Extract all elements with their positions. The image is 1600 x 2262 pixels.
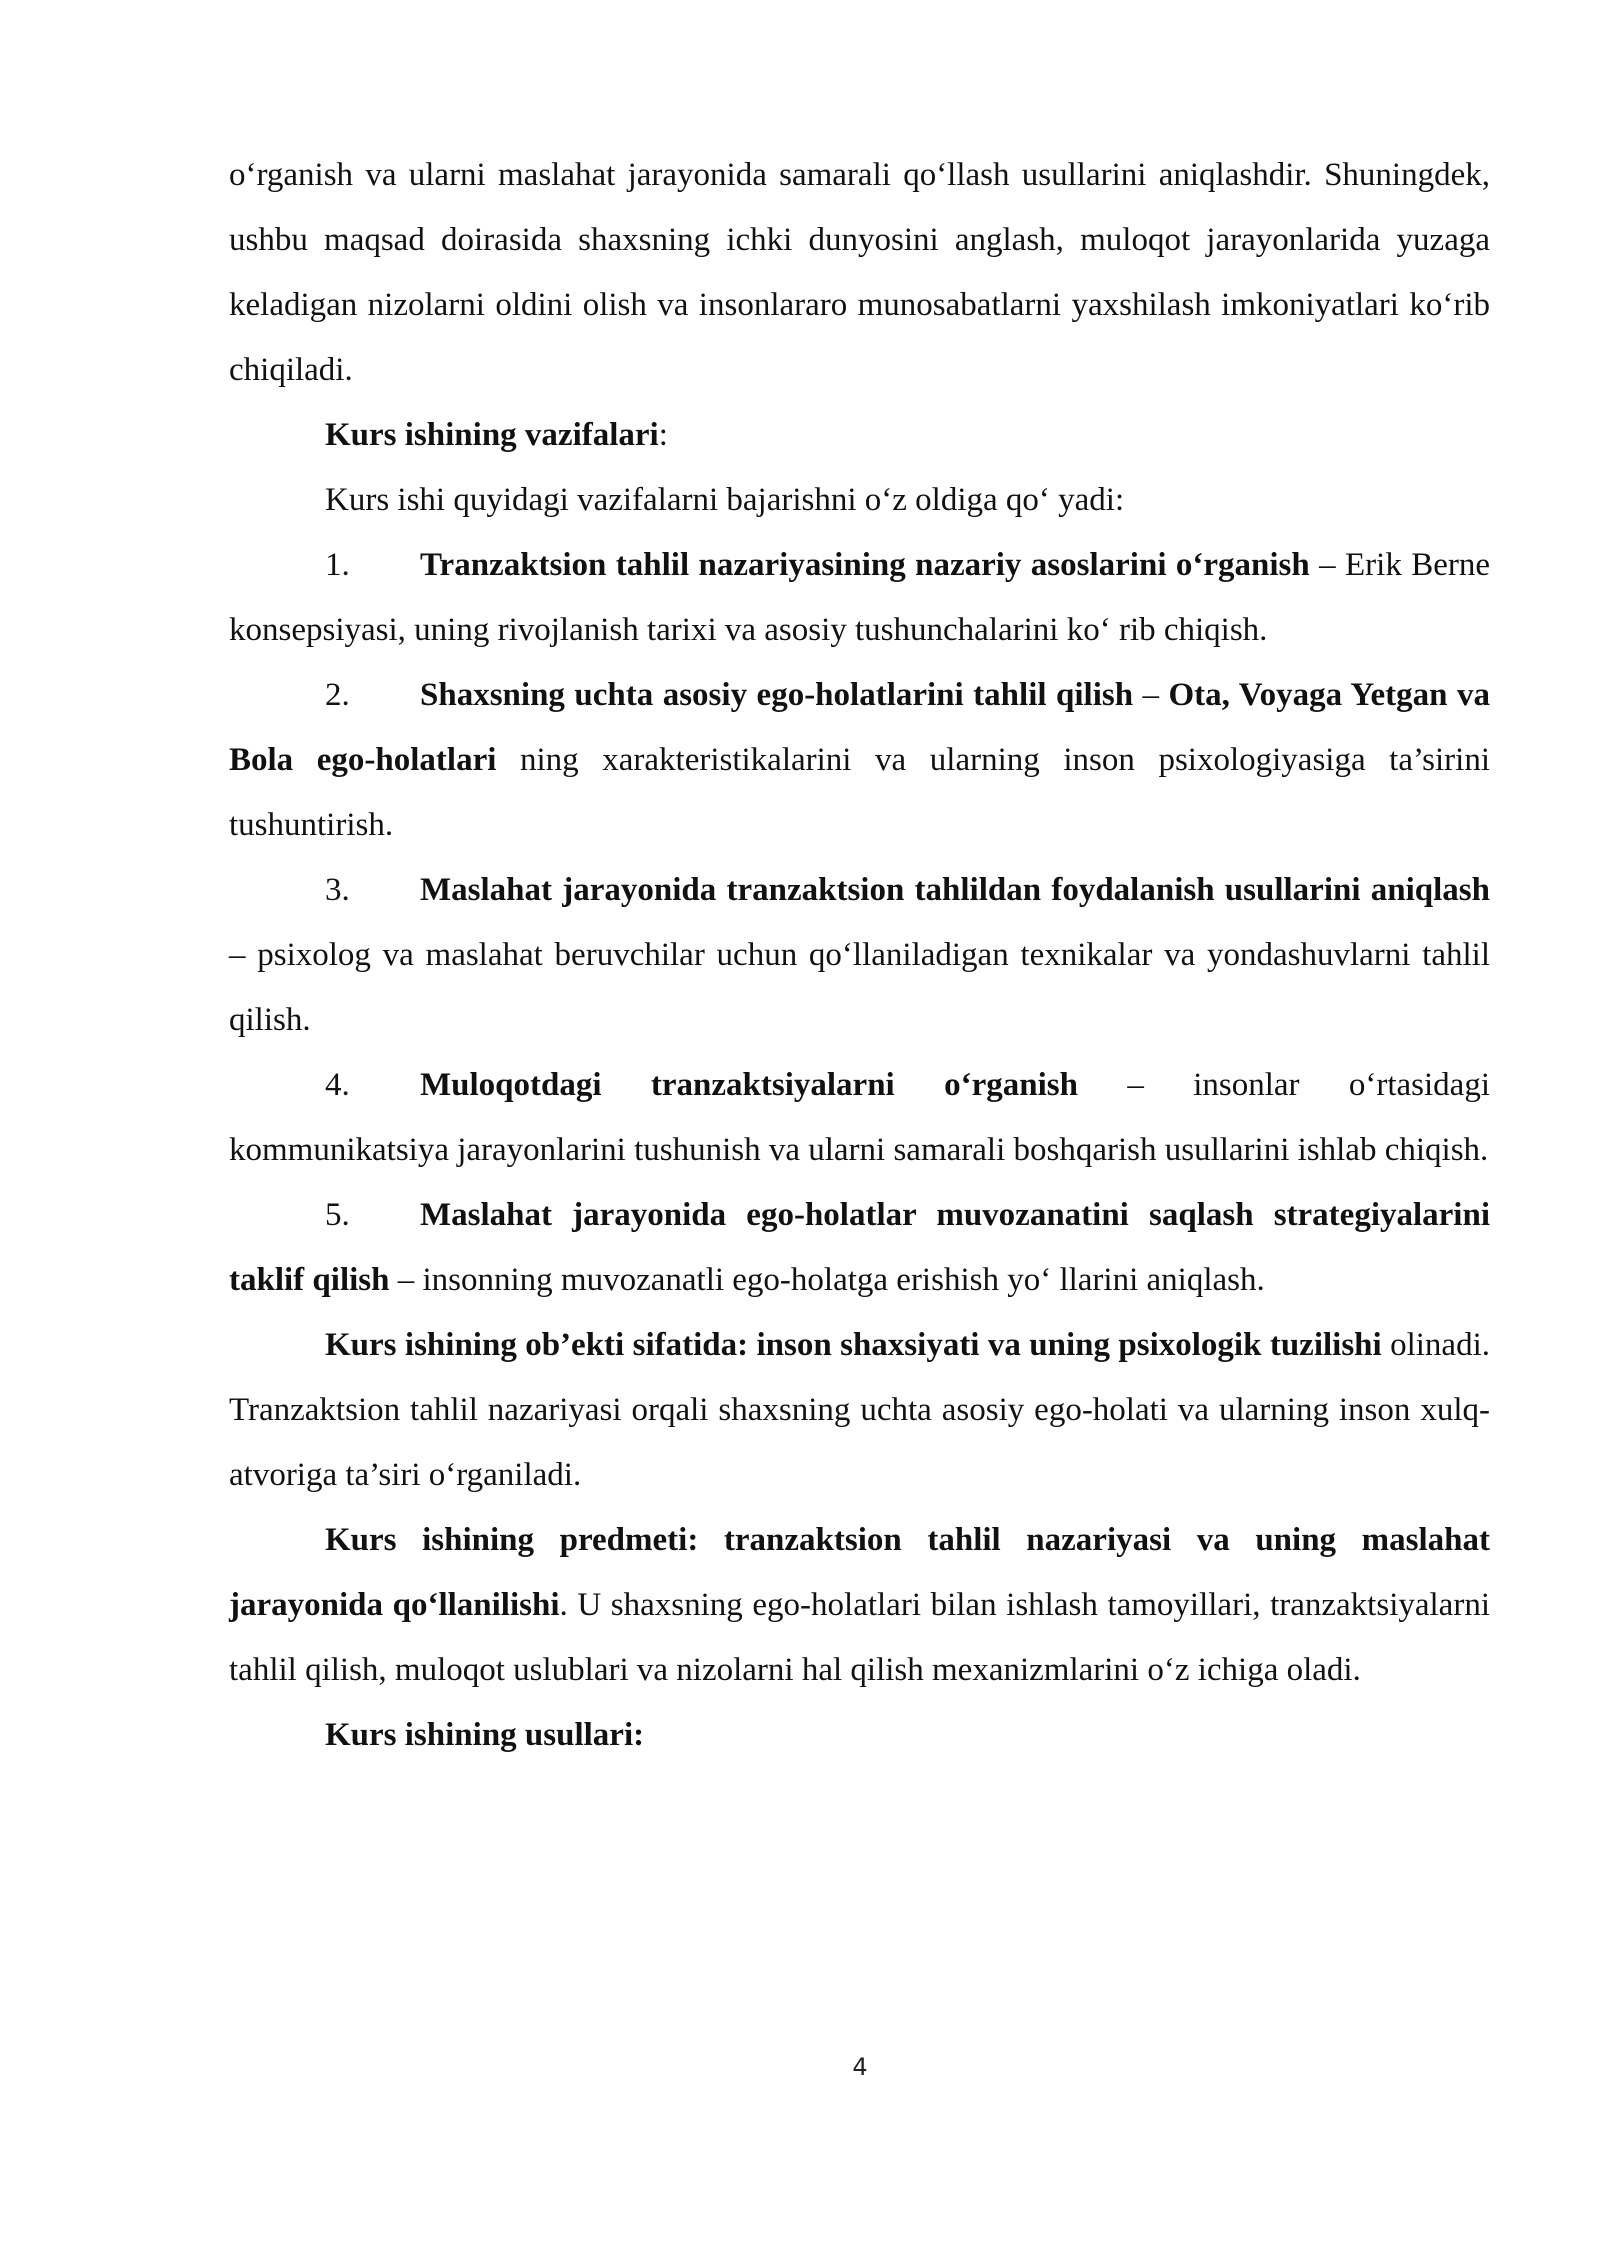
- object-paragraph: [229, 1313, 1490, 1508]
- task-description: – psixolog va maslahat beruvchilar uchun qo‘llaniladigan texnikalar va yondashuvlarni tahlil qilish.: [229, 937, 1490, 1038]
- task-item: [229, 1053, 1490, 1183]
- task-description: – insonning muvozanatli ego-holatga erishish yo‘ llarini aniqlash.: [389, 1262, 1265, 1298]
- task-title: Muloqotdagi tranzaktsiyalarni o‘rganish: [420, 1067, 1078, 1103]
- object-label: Kurs ishining ob’ekti sifatida: inson shaxsiyati va uning psixologik tuzilishi: [325, 1327, 1382, 1363]
- object-text: olinadi. Tranzaktsion tahlil nazariyasi orqali shaxsning uchta asosiy ego-holati va ularning inson xulq-atvoriga ta’siri o‘rganiladi.: [229, 1327, 1491, 1493]
- paragraph-purpose: [229, 143, 1490, 403]
- task-description: – insonlar o‘rtasidagi kommunikatsiya jarayonlarini tushunish va ularni samarali boshqarish usullarini ishlab chiqish.: [229, 1067, 1490, 1168]
- tasks-intro-text: Kurs ishi quyidagi vazifalarni bajarishni o‘z oldiga qo‘ yadi:: [325, 482, 1125, 518]
- tasks-heading-colon: :: [658, 417, 668, 453]
- task-number: 4.: [325, 1067, 350, 1103]
- paragraph-purpose-text: o‘rganish va ularni maslahat jarayonida samarali qo‘llash usullarini aniqlashdir. Shuningdek, ushbu maqsad doirasida shaxsning ichki dunyosini anglash, muloqot jarayonlarida yuzaga keladigan nizolarni oldini olish va insonlararo munosabatlarni yaxshilash imkoniyatlari ko‘rib chiqiladi.: [229, 157, 1490, 388]
- page-body: [229, 143, 1490, 1768]
- task-number: 3.: [325, 872, 350, 908]
- task-item: [229, 663, 1490, 858]
- task-dash: –: [1133, 677, 1169, 713]
- methods-heading-label: Kurs ishining usullari:: [325, 1717, 645, 1753]
- task-description: – Erik Berne konsepsiyasi, uning rivojlanish tarixi va asosiy tushunchalarini ko‘ rib chiqish.: [229, 547, 1491, 648]
- methods-heading: [229, 1703, 1490, 1768]
- task-number: 5.: [325, 1197, 350, 1233]
- subject-text: . U shaxsning ego-holatlari bilan ishlash tamoyillari, tranzaktsiyalarni tahlil qilish, muloqot uslublari va nizolarni hal qilish mexanizmlarini o‘z ichiga oladi.: [229, 1587, 1490, 1688]
- task-description: ning xarakteristikalarini va ularning inson psixologiyasiga ta’sirini tushuntirish.: [229, 742, 1491, 843]
- task-item: [229, 858, 1490, 1053]
- subject-paragraph: [229, 1508, 1490, 1703]
- task-item: [229, 533, 1490, 663]
- tasks-heading-label: Kurs ishining vazifalari: [325, 417, 659, 453]
- page-number: 4: [852, 2053, 868, 2081]
- task-number: 2.: [325, 677, 350, 713]
- tasks-intro: [229, 468, 1490, 533]
- task-number: 1.: [325, 547, 350, 583]
- task-title: Tranzaktsion tahlil nazariyasining nazariy asoslarini o‘rganish: [420, 547, 1310, 583]
- task-title: Shaxsning uchta asosiy ego-holatlarini tahlil qilish: [420, 677, 1134, 713]
- task-title-secondary: Ota, Voyaga Yetgan va Bola ego-holatlari: [229, 677, 1490, 778]
- subject-label: Kurs ishining predmeti: tranzaktsion tahlil nazariyasi va uning maslahat jarayonida qo‘llanilishi: [229, 1522, 1490, 1623]
- task-item: [229, 1183, 1490, 1313]
- task-title: Maslahat jarayonida tranzaktsion tahlildan foydalanish usullarini aniqlash: [420, 872, 1490, 908]
- task-title: Maslahat jarayonida ego-holatlar muvozanatini saqlash strategiyalarini taklif qilish: [229, 1197, 1490, 1298]
- tasks-heading: [229, 403, 1490, 468]
